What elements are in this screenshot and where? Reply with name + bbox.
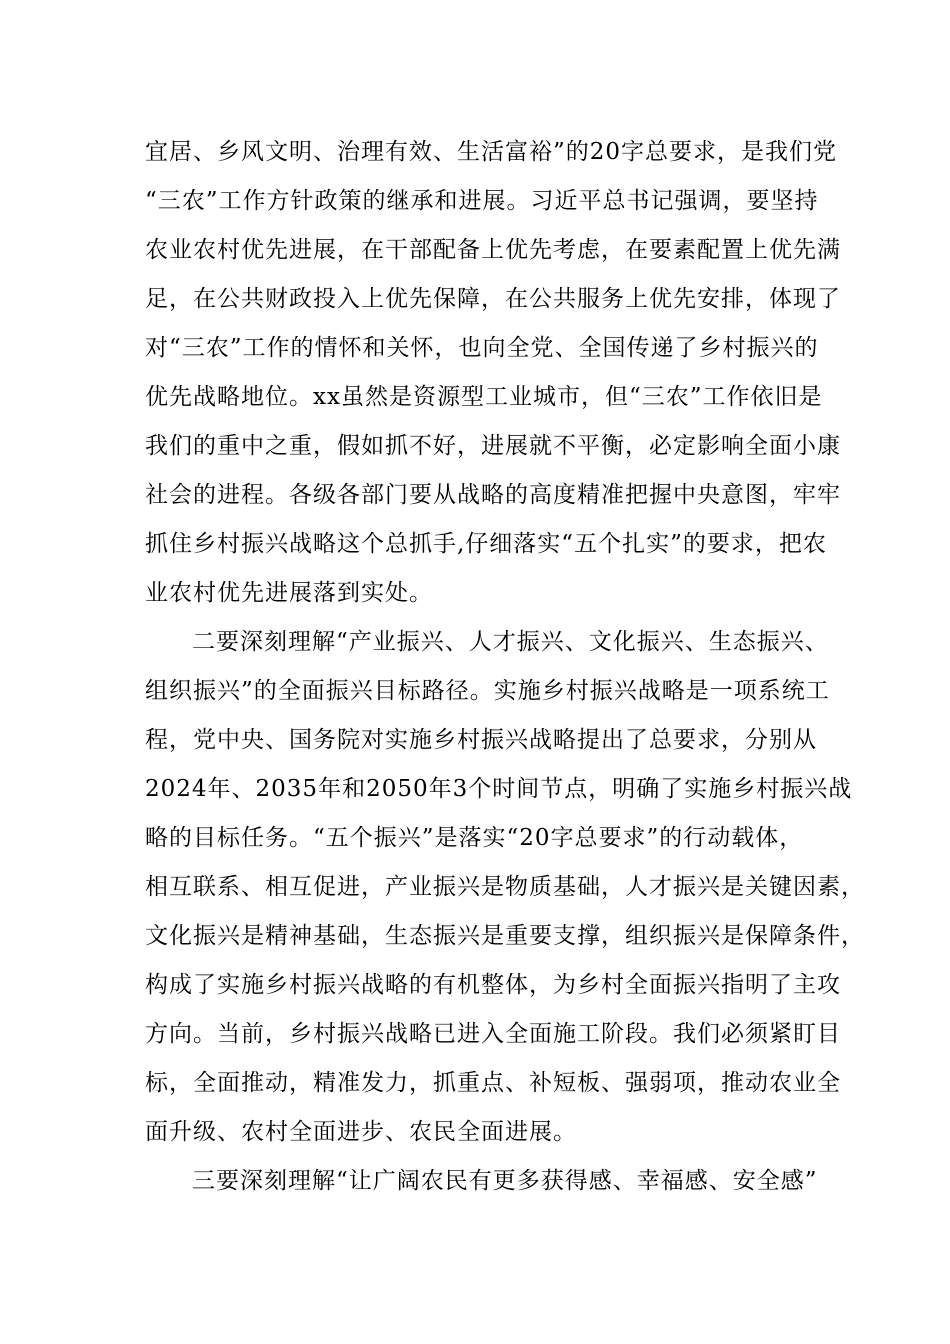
text-line: “三农”工作方针政策的继承和进展。习近平总书记强调，要坚持: [145, 188, 819, 214]
text-line: 构成了实施乡村振兴战略的有机整体，为乡村全面振兴指明了主攻: [145, 972, 841, 998]
text-line: 我们的重中之重，假如抓不好，进展就不平衡，必定影响全面小康: [145, 433, 841, 459]
text-line: 略的目标任务。“五个振兴”是落实“20字总要求”的行动载体，: [145, 825, 804, 851]
text-line: 2024年、2035年和2050年3个时间节点，明确了实施乡村振兴战: [145, 776, 853, 802]
text-line: 标，全面推动，精准发力，抓重点、补短板、强弱项，推动农业全: [145, 1070, 841, 1096]
text-line: 文化振兴是精神基础，生态振兴是重要支撑，组织振兴是保障条件，: [145, 923, 865, 949]
text-line: 对“三农”工作的情怀和关怀，也向全党、全国传递了乡村振兴的: [145, 335, 819, 361]
text-line: 相互联系、相互促进，产业振兴是物质基础，人才振兴是关键因素，: [145, 874, 865, 900]
text-line: 业农村优先进展落到实处。: [145, 580, 433, 606]
paragraph-start-line: 三要深刻理解“让广阔农民有更多获得感、幸福感、安全感”: [192, 1168, 818, 1194]
text-line: 抓住乡村振兴战略这个总抓手,仔细落实“五个扎实”的要求，把农: [145, 531, 827, 557]
text-line: 方向。当前，乡村振兴战略已进入全面施工阶段。我们必须紧盯目: [145, 1021, 841, 1047]
text-line: 宜居、乡风文明、治理有效、生活富裕”的20字总要求，是我们党: [145, 139, 838, 165]
text-line: 组织振兴”的全面振兴目标路径。实施乡村振兴战略是一项系统工: [145, 678, 830, 704]
paragraph-start-line: 二要深刻理解“产业振兴、人才振兴、文化振兴、生态振兴、: [192, 629, 829, 655]
text-line: 优先战略地位。xx虽然是资源型工业城市，但“三农”工作依旧是: [145, 384, 823, 410]
text-line: 社会的进程。各级各部门要从战略的高度精准把握中央意图，牢牢: [145, 482, 841, 508]
text-line: 程，党中央、国务院对实施乡村振兴战略提出了总要求，分别从: [145, 727, 817, 753]
text-line: 面升级、农村全面进步、农民全面进展。: [145, 1119, 577, 1145]
text-line: 足，在公共财政投入上优先保障，在公共服务上优先安排，体现了: [145, 286, 841, 312]
text-line: 农业农村优先进展，在干部配备上优先考虑，在要素配置上优先满: [145, 237, 841, 263]
